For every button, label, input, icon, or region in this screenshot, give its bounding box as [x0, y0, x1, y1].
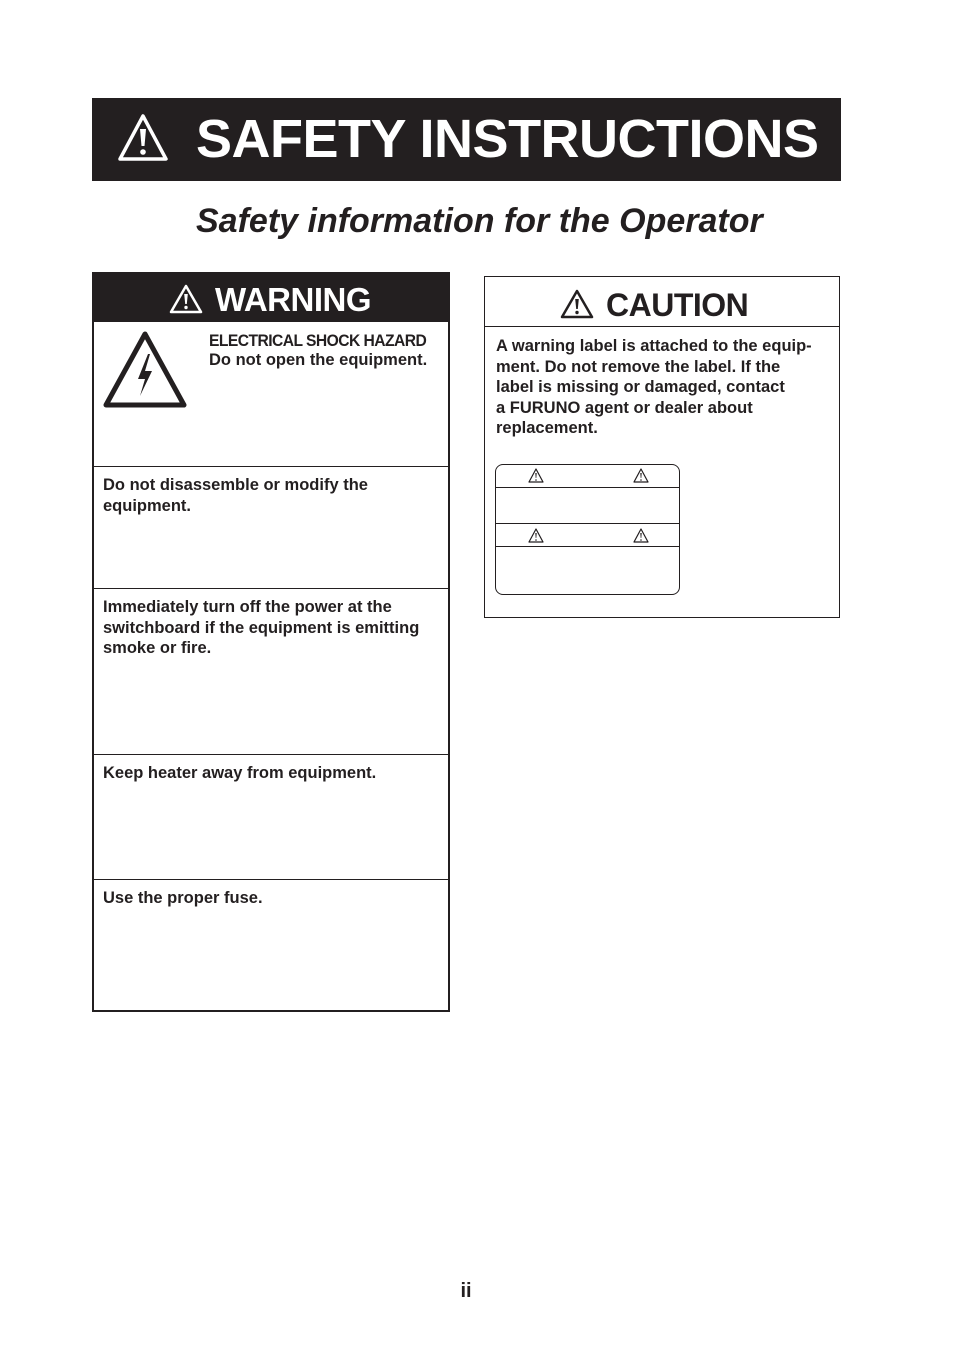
warning-triangle-icon	[117, 113, 169, 163]
warning-triangle-icon	[560, 289, 594, 319]
divider	[496, 546, 679, 547]
electrical-shock-icon	[102, 330, 188, 410]
warning-item-text: Immediately turn off the power at the switchboard if the equipment is emitting smoke or fire.	[103, 598, 420, 657]
warning-item	[94, 466, 448, 588]
page-subtitle: Safety information for the Operator	[196, 202, 763, 240]
warning-item-text: Use the proper fuse.	[103, 889, 263, 907]
warning-triangle-icon	[528, 468, 544, 483]
divider	[496, 487, 679, 488]
warning-heading: WARNING	[215, 281, 371, 318]
caution-line: a FURUNO agent or dealer about	[496, 398, 753, 417]
warning-triangle-icon	[169, 284, 203, 314]
caution-heading: CAUTION	[606, 287, 749, 323]
warning-triangle-icon	[633, 468, 649, 483]
shock-hazard-text: Do not open the equipment.	[209, 351, 428, 369]
warning-item-text: Keep heater away from equipment.	[103, 764, 377, 782]
warning-label-diagram	[495, 464, 680, 595]
page-number: ii	[460, 1280, 472, 1302]
caution-line: replacement.	[496, 419, 598, 437]
caution-panel	[484, 276, 840, 618]
warning-header	[94, 274, 448, 322]
caution-line: A warning label is attached to the equip-	[496, 337, 812, 355]
warning-item-text: Do not disassemble or modify the equipment.	[103, 476, 368, 515]
page-title: SAFETY INSTRUCTIONS	[196, 109, 819, 169]
divider	[496, 523, 679, 524]
warning-triangle-icon	[633, 528, 649, 543]
caution-line: label is missing or damaged, contact	[496, 378, 785, 396]
shock-hazard-title: ELECTRICAL SHOCK HAZARD	[209, 331, 427, 350]
warning-item	[94, 879, 448, 1010]
caution-header	[485, 277, 839, 327]
caution-line: ment. Do not remove the label. If the	[496, 357, 781, 376]
warning-item	[94, 754, 448, 879]
warning-panel	[92, 272, 450, 1012]
warning-triangle-icon	[528, 528, 544, 543]
caution-text	[496, 336, 836, 439]
warning-item	[94, 588, 448, 754]
